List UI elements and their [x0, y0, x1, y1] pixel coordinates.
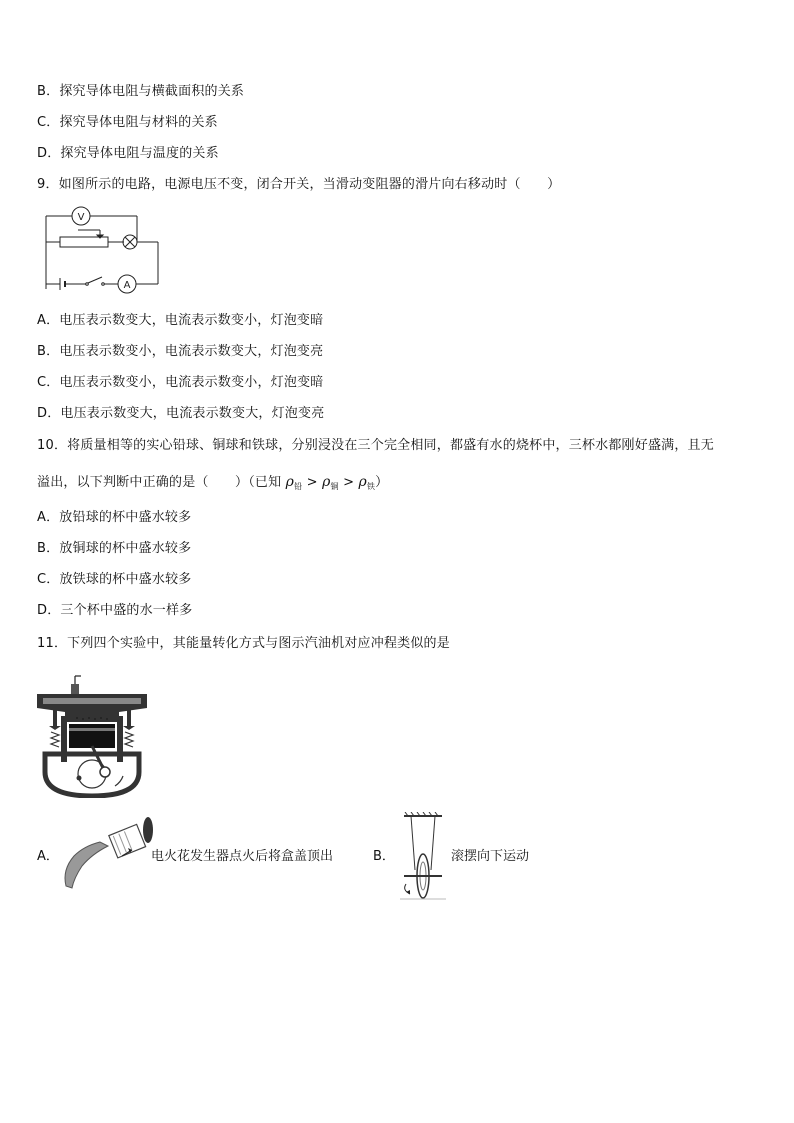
q10-stem-line1: 10．将质量相等的实心铅球、铜球和铁球，分别浸没在三个完全相同，都盛有水的烧杯中，三杯水都刚好盛满，且无: [37, 438, 714, 453]
gasoline-engine-diagram: [37, 674, 149, 798]
q9-option-c: C．电压表示数变小，电流表示数变小，灯泡变暗: [37, 375, 324, 390]
q8-option-d: D．探究导体电阻与温度的关系: [37, 146, 219, 161]
ammeter-symbol: A: [123, 280, 131, 291]
q9-stem: 9．如图所示的电路，电源电压不变，闭合开关，当滑动变阻器的滑片向右移动时（ ）: [37, 177, 561, 192]
rho-lead: $\rho_铅$: [285, 474, 303, 491]
q9-option-b: B．电压表示数变小，电流表示数变大，灯泡变亮: [37, 344, 324, 359]
greater-than-2: >: [343, 475, 355, 490]
rho-copper: $\rho_铜$: [322, 474, 339, 491]
rho-iron: $\rho_铁$: [358, 474, 376, 491]
q10-stem-text: 溢出，以下判断中正确的是（ ）（已知: [37, 475, 282, 490]
spark-generator-picture: [60, 816, 156, 892]
q11-option-a-text: 电火花发生器点火后将盒盖顶出: [151, 849, 334, 864]
q8-option-c: C．探究导体电阻与材料的关系: [37, 115, 218, 130]
q8-option-b: B．探究导体电阻与横截面积的关系: [37, 84, 245, 99]
q9-circuit-diagram: [40, 204, 166, 296]
q10-option-d: D．三个杯中盛的水一样多: [37, 603, 193, 618]
q10-option-a: A．放铅球的杯中盛水较多: [37, 510, 192, 525]
q11-option-a-label: A．: [37, 849, 59, 864]
maxwell-pendulum-picture: [398, 812, 448, 902]
q11-option-b-label: B．: [373, 849, 395, 864]
greater-than-1: >: [306, 475, 318, 490]
voltmeter-symbol: V: [77, 212, 85, 223]
close-paren: ）: [375, 475, 389, 490]
q11-stem: 11．下列四个实验中，其能量转化方式与图示汽油机对应冲程类似的是: [37, 636, 450, 651]
q9-option-a: A．电压表示数变大，电流表示数变小，灯泡变暗: [37, 313, 324, 328]
q10-option-c: C．放铁球的杯中盛水较多: [37, 572, 192, 587]
q11-option-b-text: 滚摆向下运动: [451, 849, 530, 864]
q10-option-b: B．放铜球的杯中盛水较多: [37, 541, 192, 556]
q10-stem-line2: [37, 473, 388, 496]
q9-option-d: D．电压表示数变大，电流表示数变大，灯泡变亮: [37, 406, 325, 421]
